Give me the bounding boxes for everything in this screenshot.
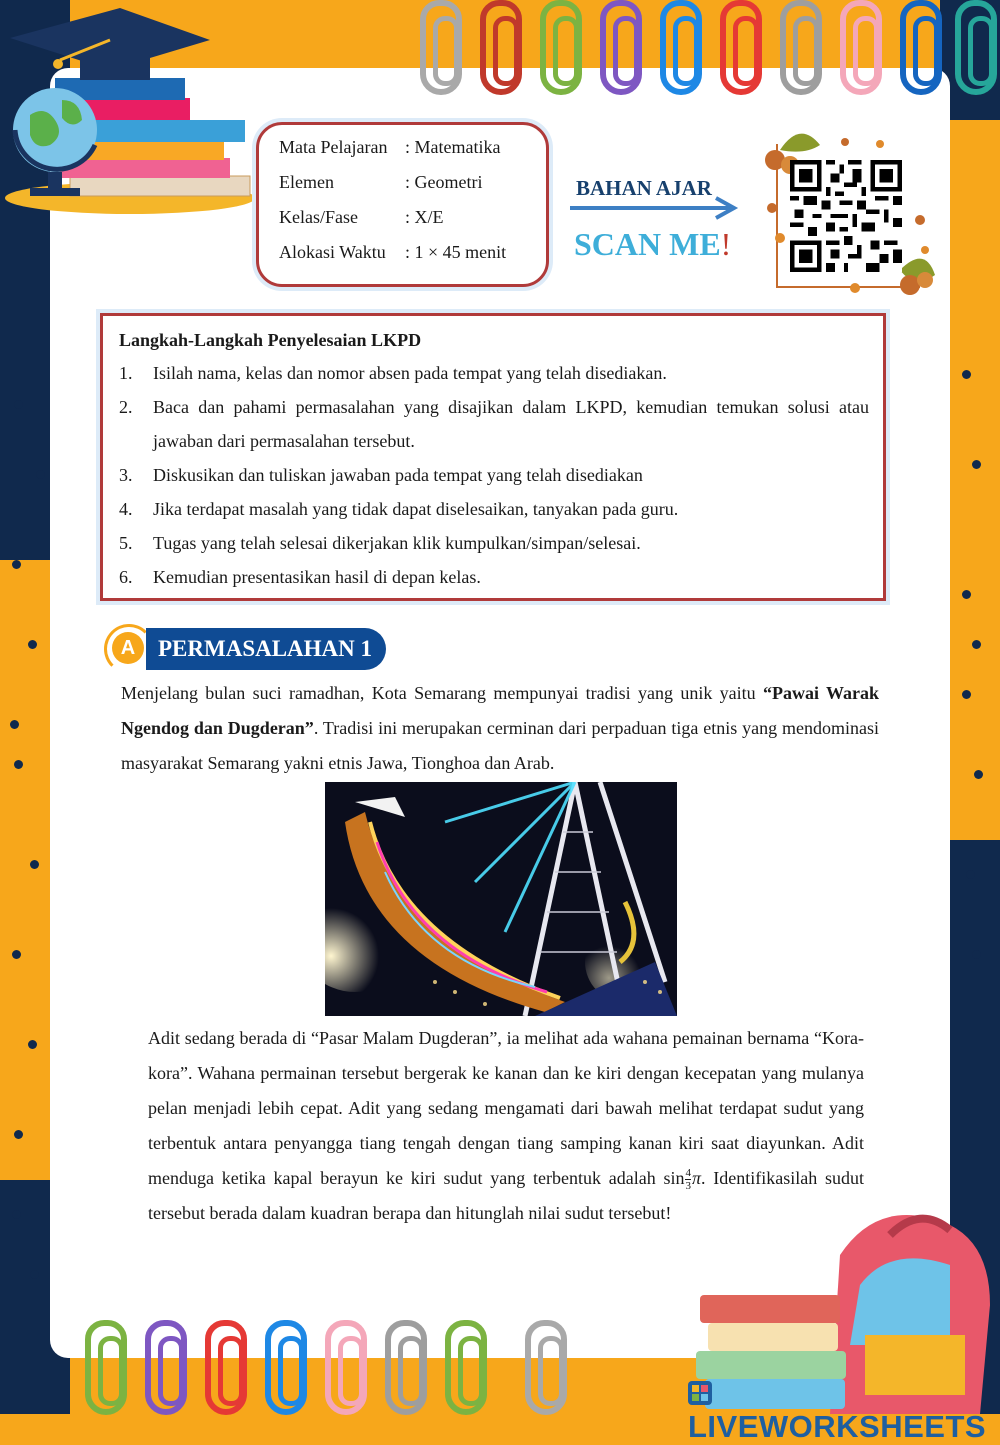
step-text: Tugas yang telah selesai dikerjakan klik kumpulkan/simpan/selesai. (153, 533, 641, 553)
step-number: 1. (119, 363, 133, 383)
list-item (119, 492, 869, 526)
intro-bold-text: “Pawai Warak Ngendog dan Dugderan” (121, 683, 879, 738)
intro-text: Menjelang bulan suci ramadhan, Kota Semarang mempunyai tradisi yang unik yaitu (121, 683, 763, 703)
section-title (146, 628, 386, 670)
list-item (119, 526, 869, 560)
step-number: 5. (119, 533, 133, 553)
problem-text: Adit sedang berada di “Pasar Malam Dugderan”, ia melihat ada wahana pemainan bernama “Kora-kora”. Wahana permainan tersebut bergerak ke kanan dan ke kiri dengan kecepatan yang mulanya pelan menjadi lebih cepat. Adit yang sedang mengamati dari bawah melihat terdapat sudut yang terbentuk antara penyangga tiang tengah dengan tiang samping kanan kiri saat diayunkan. Adit menduga ketika kapal berayun ke kiri sudut yang terbentuk adalah sin (148, 1028, 864, 1188)
step-text: Diskusikan dan tuliskan jawaban pada tempat yang telah disediakan (153, 465, 643, 485)
step-number: 4. (119, 499, 133, 519)
step-number: 2. (119, 397, 133, 417)
intro-text-end: . Tradisi ini merupakan cerminan dari perpaduan tiga etnis yang mendominasi masyarakat Semarang yakni etnis Jawa, Tionghoa dan Arab. (121, 718, 879, 773)
fraction-numerator: 4 (685, 1167, 691, 1180)
liveworksheets-watermark (688, 1373, 1000, 1445)
info-value: Matematika (414, 137, 501, 157)
info-separator: : (405, 137, 415, 157)
step-text: Isilah nama, kelas dan nomor absen pada tempat yang telah disediakan. (153, 363, 667, 383)
info-label: Alokasi Waktu (279, 242, 386, 262)
intro-paragraph (121, 676, 879, 781)
step-number: 6. (119, 567, 133, 587)
fraction (685, 1167, 691, 1192)
pi-symbol: π (691, 1168, 701, 1188)
info-row-class (279, 207, 546, 242)
info-row-element (279, 172, 546, 207)
scan-me-text: SCAN ME (574, 226, 721, 262)
info-value: X/E (414, 207, 444, 227)
list-item (119, 458, 869, 492)
info-separator: : (405, 172, 415, 192)
info-label: Elemen (279, 172, 334, 192)
watermark-text: LIVEWORKSHEETS (688, 1409, 987, 1444)
info-label: Mata Pelajaran (279, 137, 388, 157)
scan-me-label (574, 226, 731, 263)
list-item (119, 560, 869, 594)
info-separator: : (405, 207, 415, 227)
subject-info-box (256, 122, 549, 287)
left-border-band (0, 560, 52, 1180)
arrow-right-icon (570, 196, 740, 220)
step-text: Jika terdapat masalah yang tidak dapat diselesaikan, tanyakan pada guru. (153, 499, 679, 519)
scan-me-mark: ! (720, 226, 732, 262)
info-row-time (279, 242, 546, 277)
education-illustration (0, 0, 260, 215)
step-text: Kemudian presentasikan hasil di depan kelas. (153, 567, 481, 587)
fraction-denominator: 3 (685, 1180, 691, 1193)
section-letter-badge: A (112, 632, 144, 664)
info-value: Geometri (414, 172, 483, 192)
problem-text-end: . Identifikasilah sudut tersebut berada dalam kuadran berapa dan hitunglah nilai sudut tersebut! (148, 1168, 864, 1223)
steps-title: Langkah-Langkah Penyelesaian LKPD (119, 330, 422, 350)
lkpd-steps-box (100, 313, 886, 601)
list-item (119, 390, 869, 458)
list-item (119, 356, 869, 390)
info-row-subject (279, 137, 546, 172)
qr-code-icon (790, 160, 902, 272)
info-label: Kelas/Fase (279, 207, 358, 227)
kora-kora-ride-photo (325, 782, 677, 1016)
bahan-ajar-label: BAHAN AJAR (576, 176, 712, 200)
info-value: 1 × 45 menit (414, 242, 507, 262)
info-separator: : (405, 242, 415, 262)
step-number: 3. (119, 465, 133, 485)
step-text: Baca dan pahami permasalahan yang disajikan dalam LKPD, kemudian temukan solusi atau jawaban dari permasalahan tersebut. (153, 397, 869, 451)
section-title-text: PERMASALAHAN 1 (158, 636, 373, 661)
liveworksheets-logo-icon (688, 1381, 712, 1405)
